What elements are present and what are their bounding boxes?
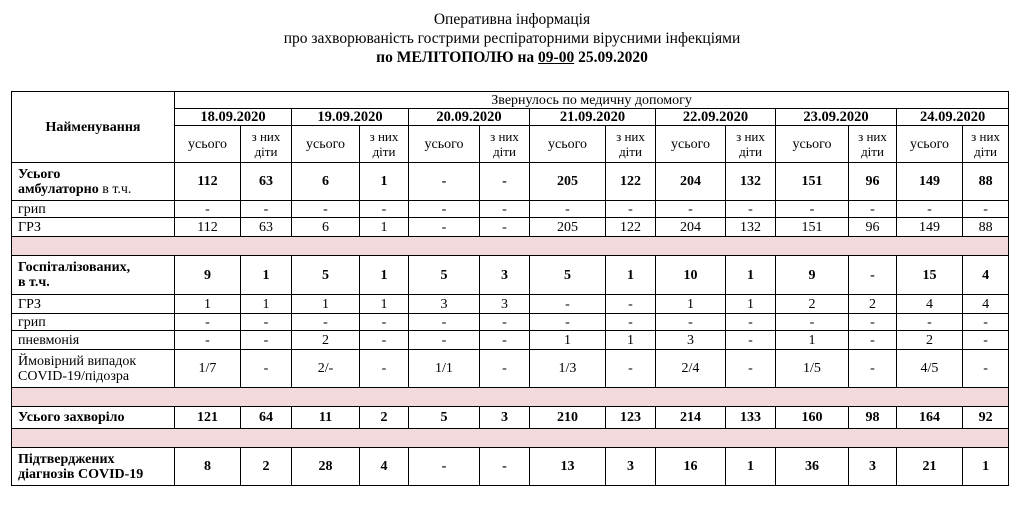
date-header: 24.09.2020: [897, 109, 1009, 126]
cell-total: 1: [656, 295, 726, 314]
cell-total: 1: [776, 331, 849, 350]
cell-children: -: [726, 350, 776, 388]
cell-total: 112: [175, 163, 241, 201]
date-header: 23.09.2020: [776, 109, 897, 126]
cell-children: 3: [849, 448, 897, 486]
cell-total: 204: [656, 163, 726, 201]
cell-children: -: [480, 448, 530, 486]
cell-children: 3: [480, 407, 530, 429]
cell-children: -: [480, 163, 530, 201]
cell-children: 1: [241, 295, 292, 314]
group-header-row: [12, 92, 1009, 109]
cell-total: 151: [776, 163, 849, 201]
cell-total: 3: [409, 295, 480, 314]
group-header: Звернулось по медичну допомогу: [175, 92, 1009, 109]
row-label: ГРЗ: [12, 218, 175, 237]
cell-children: 1: [606, 331, 656, 350]
cell-total: 5: [530, 256, 606, 295]
cell-total: -: [175, 331, 241, 350]
cell-children: 1: [726, 448, 776, 486]
subheader-children: з них діти: [849, 126, 897, 163]
cell-total: 210: [530, 407, 606, 429]
cell-children: -: [849, 331, 897, 350]
cell-children: -: [849, 201, 897, 218]
row-ambulatory-total: [12, 163, 1009, 201]
cell-children: 4: [963, 256, 1009, 295]
cell-total: 8: [175, 448, 241, 486]
cell-total: 2/4: [656, 350, 726, 388]
cell-total: -: [656, 201, 726, 218]
cell-total: 164: [897, 407, 963, 429]
cell-total: 204: [656, 218, 726, 237]
cell-total: 149: [897, 163, 963, 201]
cell-total: 149: [897, 218, 963, 237]
cell-children: 3: [480, 256, 530, 295]
cell-total: -: [292, 201, 360, 218]
cell-total: -: [409, 331, 480, 350]
cell-children: 122: [606, 218, 656, 237]
cell-total: 15: [897, 256, 963, 295]
morbidity-table: [11, 91, 1009, 486]
cell-children: 63: [241, 218, 292, 237]
cell-children: 96: [849, 218, 897, 237]
cell-total: 1: [530, 331, 606, 350]
cell-children: -: [963, 331, 1009, 350]
cell-children: -: [606, 350, 656, 388]
cell-total: -: [409, 218, 480, 237]
cell-total: 16: [656, 448, 726, 486]
cell-children: -: [360, 350, 409, 388]
subheader-total: усього: [292, 126, 360, 163]
subheader-total: усього: [897, 126, 963, 163]
cell-total: -: [409, 201, 480, 218]
cell-total: -: [409, 163, 480, 201]
cell-total: 11: [292, 407, 360, 429]
cell-children: -: [963, 350, 1009, 388]
row-hosp-flu: [12, 314, 1009, 331]
cell-children: -: [480, 201, 530, 218]
cell-children: -: [360, 331, 409, 350]
cell-total: 112: [175, 218, 241, 237]
cell-total: 9: [776, 256, 849, 295]
cell-total: 205: [530, 218, 606, 237]
subheader-children: з них діти: [241, 126, 292, 163]
row-hospitalized-total: [12, 256, 1009, 295]
cell-total: 1/7: [175, 350, 241, 388]
subheader-total: усього: [656, 126, 726, 163]
subheader-children: з них діти: [606, 126, 656, 163]
cell-children: 1: [726, 256, 776, 295]
header-time: 09-00: [538, 49, 575, 66]
cell-total: 5: [409, 407, 480, 429]
cell-children: 123: [606, 407, 656, 429]
row-covid-confirmed: [12, 448, 1009, 486]
separator-row: [12, 429, 1009, 448]
cell-total: 1/1: [409, 350, 480, 388]
cell-children: 2: [849, 295, 897, 314]
row-sick-total: [12, 407, 1009, 429]
cell-total: 5: [409, 256, 480, 295]
cell-total: 10: [656, 256, 726, 295]
cell-children: -: [480, 350, 530, 388]
date-header: 22.09.2020: [656, 109, 776, 126]
cell-children: 4: [963, 295, 1009, 314]
row-pneumonia: [12, 331, 1009, 350]
cell-total: 214: [656, 407, 726, 429]
header-subtitle: про захворюваність гострими респіраторними вірусними інфекціями: [283, 30, 741, 47]
cell-children: 2: [241, 448, 292, 486]
cell-children: 122: [606, 163, 656, 201]
date-header: 19.09.2020: [292, 109, 409, 126]
cell-children: 1: [241, 256, 292, 295]
row-covid-suspect: [12, 350, 1009, 388]
cell-children: -: [241, 201, 292, 218]
date-header: 20.09.2020: [409, 109, 530, 126]
cell-children: -: [849, 314, 897, 331]
date-header: 18.09.2020: [175, 109, 292, 126]
cell-children: 132: [726, 163, 776, 201]
cell-total: 9: [175, 256, 241, 295]
row-label: пневмонія: [12, 331, 175, 350]
cell-total: -: [409, 314, 480, 331]
name-column-header: Найменування: [12, 92, 175, 163]
cell-total: 151: [776, 218, 849, 237]
cell-children: 63: [241, 163, 292, 201]
cell-children: -: [726, 201, 776, 218]
cell-children: 96: [849, 163, 897, 201]
cell-children: 2: [360, 407, 409, 429]
cell-children: 132: [726, 218, 776, 237]
cell-total: -: [897, 201, 963, 218]
cell-children: -: [480, 314, 530, 331]
cell-total: 6: [292, 218, 360, 237]
header-location: по МЕЛІТОПОЛЮ на: [376, 49, 539, 66]
cell-children: -: [360, 314, 409, 331]
cell-children: 3: [606, 448, 656, 486]
cell-children: -: [480, 218, 530, 237]
row-label: грип: [12, 201, 175, 218]
cell-total: -: [175, 201, 241, 218]
cell-total: -: [175, 314, 241, 331]
cell-children: 88: [963, 163, 1009, 201]
cell-children: 98: [849, 407, 897, 429]
cell-total: 21: [897, 448, 963, 486]
cell-total: 2/-: [292, 350, 360, 388]
cell-total: 121: [175, 407, 241, 429]
cell-total: 1: [292, 295, 360, 314]
date-header: 21.09.2020: [530, 109, 656, 126]
cell-total: 3: [656, 331, 726, 350]
row-label: ГРЗ: [12, 295, 175, 314]
cell-children: -: [241, 331, 292, 350]
row-label: грип: [12, 314, 175, 331]
cell-total: 160: [776, 407, 849, 429]
subheader-children: з них діти: [726, 126, 776, 163]
cell-total: 205: [530, 163, 606, 201]
subheader-total: усього: [175, 126, 241, 163]
cell-total: -: [530, 201, 606, 218]
cell-children: -: [480, 331, 530, 350]
cell-total: 1/5: [776, 350, 849, 388]
cell-total: -: [656, 314, 726, 331]
cell-children: 1: [963, 448, 1009, 486]
cell-total: -: [530, 295, 606, 314]
row-label: Усього амбулаторно в т.ч.: [12, 163, 175, 201]
cell-children: 1: [360, 163, 409, 201]
subheader-children: з них діти: [963, 126, 1009, 163]
separator-row: [12, 237, 1009, 256]
cell-children: 1: [726, 295, 776, 314]
cell-children: -: [726, 331, 776, 350]
cell-children: 1: [360, 295, 409, 314]
subheader-total: усього: [530, 126, 606, 163]
row-flu: [12, 201, 1009, 218]
cell-children: -: [606, 201, 656, 218]
cell-total: -: [776, 201, 849, 218]
cell-children: 1: [606, 256, 656, 295]
cell-children: -: [241, 350, 292, 388]
cell-children: -: [606, 295, 656, 314]
cell-total: 5: [292, 256, 360, 295]
header-date: 25.09.2020: [574, 49, 648, 66]
row-label: Ймовірний випадок COVID-19/підозра: [12, 350, 175, 388]
cell-total: 2: [292, 331, 360, 350]
cell-children: -: [241, 314, 292, 331]
row-label: Усього захворіло: [12, 407, 175, 429]
cell-children: 1: [360, 218, 409, 237]
cell-total: 2: [776, 295, 849, 314]
cell-children: -: [963, 201, 1009, 218]
cell-children: 3: [480, 295, 530, 314]
cell-children: 88: [963, 218, 1009, 237]
cell-children: -: [849, 350, 897, 388]
cell-total: 2: [897, 331, 963, 350]
cell-children: -: [849, 256, 897, 295]
cell-total: -: [897, 314, 963, 331]
subheader-children: з них діти: [360, 126, 409, 163]
subheader-children: з них діти: [480, 126, 530, 163]
row-label: Підтверджених діагнозів COVID-19: [12, 448, 175, 486]
cell-total: -: [776, 314, 849, 331]
cell-total: 1/3: [530, 350, 606, 388]
row-label: Госпіталізованих, в т.ч.: [12, 256, 175, 295]
cell-children: -: [726, 314, 776, 331]
row-grz: [12, 218, 1009, 237]
separator-row: [12, 388, 1009, 407]
cell-total: 36: [776, 448, 849, 486]
header-title: Оперативна інформація: [433, 11, 591, 28]
cell-total: 1: [175, 295, 241, 314]
cell-children: 133: [726, 407, 776, 429]
cell-total: 28: [292, 448, 360, 486]
cell-children: -: [360, 201, 409, 218]
header-location-date: [0, 48, 1024, 67]
row-hosp-grz: [12, 295, 1009, 314]
cell-total: 13: [530, 448, 606, 486]
report-header: [0, 10, 1024, 67]
cell-total: -: [530, 314, 606, 331]
cell-children: -: [963, 314, 1009, 331]
subheader-total: усього: [409, 126, 480, 163]
cell-children: 1: [360, 256, 409, 295]
cell-children: 92: [963, 407, 1009, 429]
cell-total: -: [409, 448, 480, 486]
cell-children: 4: [360, 448, 409, 486]
cell-total: -: [292, 314, 360, 331]
cell-total: 4/5: [897, 350, 963, 388]
cell-total: 4: [897, 295, 963, 314]
subheader-total: усього: [776, 126, 849, 163]
cell-children: 64: [241, 407, 292, 429]
cell-total: 6: [292, 163, 360, 201]
cell-children: -: [606, 314, 656, 331]
